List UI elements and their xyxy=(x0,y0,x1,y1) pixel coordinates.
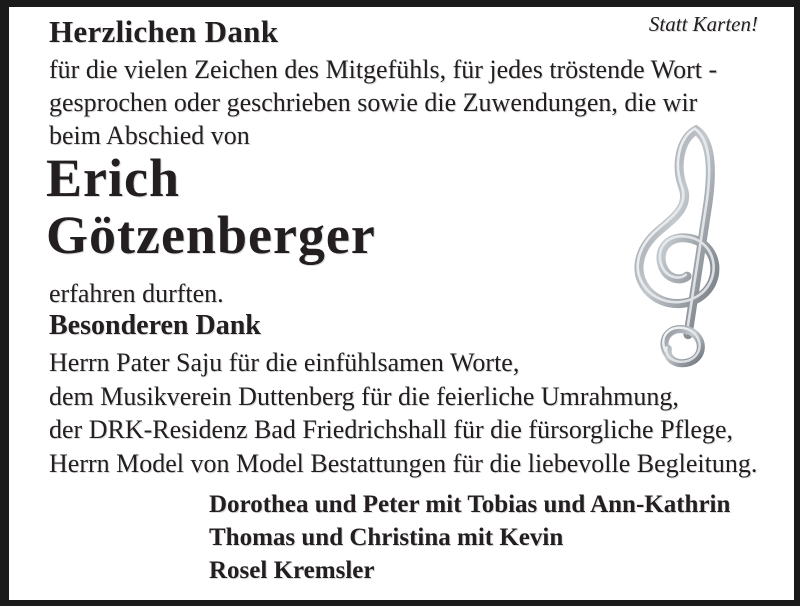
intro-line: gesprochen oder geschrieben sowie die Zuwendungen, die wir xyxy=(49,88,698,117)
treble-clef-icon xyxy=(613,121,765,377)
notice-heading: Herzlichen Dank xyxy=(49,14,279,49)
deceased-first-name: Erich xyxy=(46,148,180,208)
intro-line: für die vielen Zeichen des Mitgefühls, für jedes tröstende Wort - xyxy=(49,55,718,84)
after-name-text: erfahren durften. xyxy=(49,279,224,308)
thanks-line: der DRK-Residenz Bad Friedrichshall für die fürsorgliche Pflege, xyxy=(49,415,733,444)
family-signatures xyxy=(209,488,730,587)
deceased-name xyxy=(46,150,376,264)
thanks-line: dem Musikverein Duttenberg für die feierliche Umrahmung, xyxy=(49,381,679,411)
deceased-last-name: Götzenberger xyxy=(46,205,376,265)
family-line: Dorothea und Peter mit Tobias und Ann-Kathrin xyxy=(209,491,731,518)
thanks-line: Herrn Pater Saju für die einfühlsamen Worte, xyxy=(49,348,520,377)
statt-karten-note: Statt Karten! xyxy=(648,12,758,36)
intro-line: beim Abschied von xyxy=(49,121,250,150)
special-thanks-heading: Besonderen Dank xyxy=(49,310,261,341)
thanks-line: Herrn Model von Model Bestattungen für die liebevolle Begleitung. xyxy=(49,448,758,478)
family-line: Rosel Kremsler xyxy=(209,557,375,584)
family-line: Thomas und Christina mit Kevin xyxy=(209,524,564,551)
